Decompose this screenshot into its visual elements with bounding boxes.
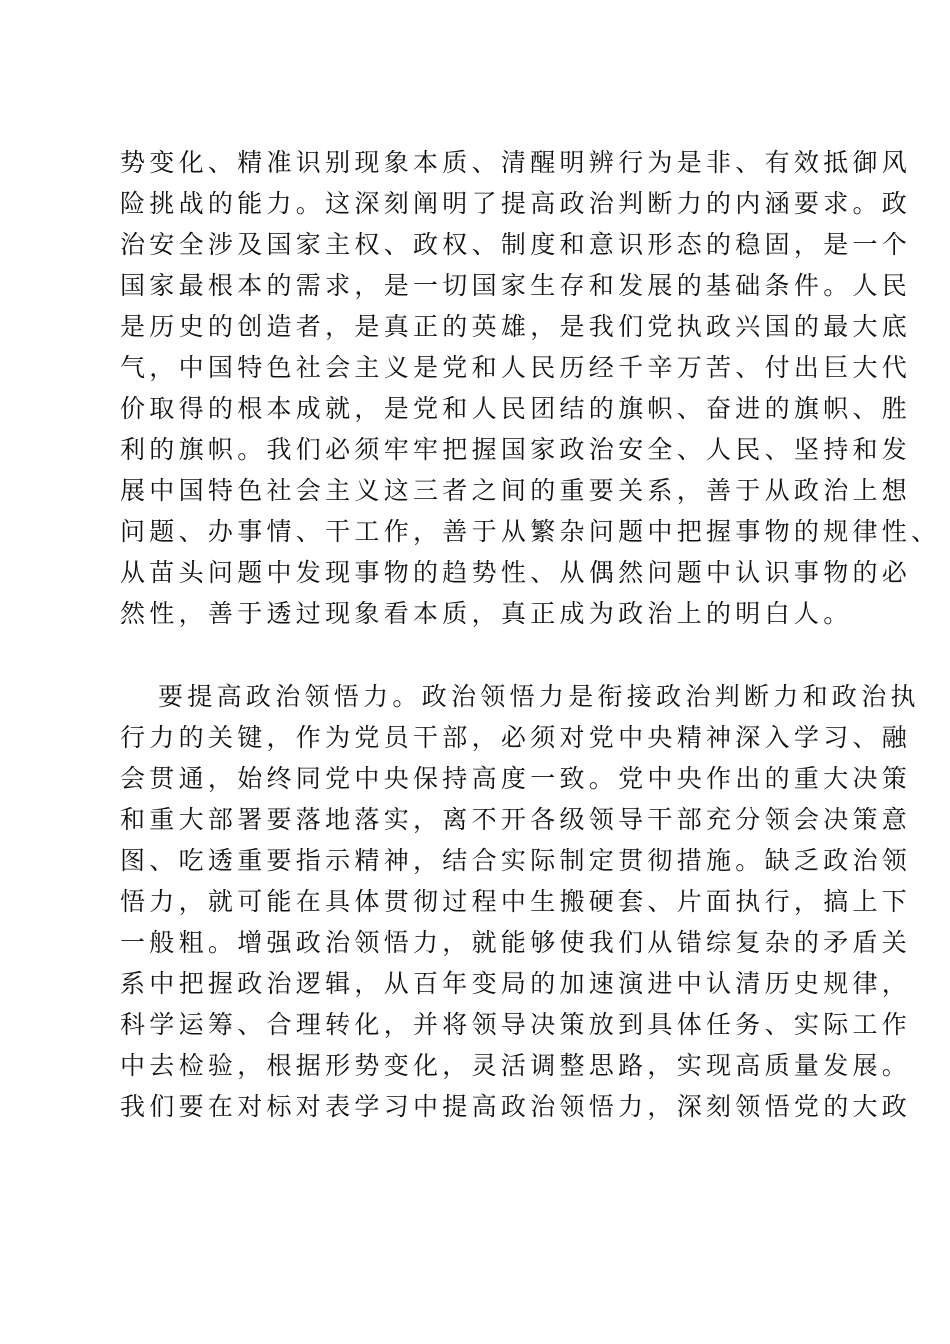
text-line: 系中把握政治逻辑，从百年变局的加速演进中认清历史规律， [120, 969, 912, 998]
text-line: 一般粗。增强政治领悟力，就能够使我们从错综复杂的矛盾关 [120, 928, 912, 957]
text-line: 国家最根本的需求，是一切国家生存和发展的基础条件。人民 [120, 271, 912, 300]
text-line: 我们要在对标对表学习中提高政治领悟力，深刻领悟党的大政 [120, 1092, 912, 1121]
text-line: 问题、办事情、干工作，善于从繁杂问题中把握事物的规律性、 [120, 517, 941, 546]
text-line: 悟力，就可能在具体贯彻过程中生搬硬套、片面执行，搞上下 [120, 887, 912, 916]
text-line: 从苗头问题中发现事物的趋势性、从偶然问题中认识事物的必 [120, 558, 912, 587]
text-line: 是历史的创造者，是真正的英雄，是我们党执政兴国的最大底 [120, 312, 912, 341]
text-line: 图、吃透重要指示精神，结合实际制定贯彻措施。缺乏政治领 [120, 846, 912, 875]
paragraph-first-line: 要提高政治领悟力。政治领悟力是衔接政治判断力和政治执 [158, 682, 920, 711]
text-line: 和重大部署要落地落实，离不开各级领导干部充分领会决策意 [120, 805, 912, 834]
text-line: 价取得的根本成就，是党和人民团结的旗帜、奋进的旗帜、胜 [120, 394, 912, 423]
text-line: 治安全涉及国家主权、政权、制度和意识形态的稳固，是一个 [120, 230, 912, 259]
text-line: 科学运筹、合理转化，并将领导决策放到具体任务、实际工作 [120, 1010, 912, 1039]
text-line: 气，中国特色社会主义是党和人民历经千辛万苦、付出巨大代 [120, 353, 912, 382]
text-line: 中去检验，根据形势变化，灵活调整思路，实现高质量发展。 [120, 1051, 912, 1080]
text-line: 势变化、精准识别现象本质、清醒明辨行为是非、有效抵御风 [120, 148, 912, 177]
text-line: 行力的关键，作为党员干部，必须对党中央精神深入学习、融 [120, 723, 912, 752]
text-line: 然性，善于透过现象看本质，真正成为政治上的明白人。 [120, 599, 853, 628]
text-line: 展中国特色社会主义这三者之间的重要关系，善于从政治上想 [120, 476, 912, 505]
text-line: 利的旗帜。我们必须牢牢把握国家政治安全、人民、坚持和发 [120, 435, 912, 464]
text-line: 会贯通，始终同党中央保持高度一致。党中央作出的重大决策 [120, 764, 912, 793]
text-line: 险挑战的能力。这深刻阐明了提高政治判断力的内涵要求。政 [120, 189, 912, 218]
